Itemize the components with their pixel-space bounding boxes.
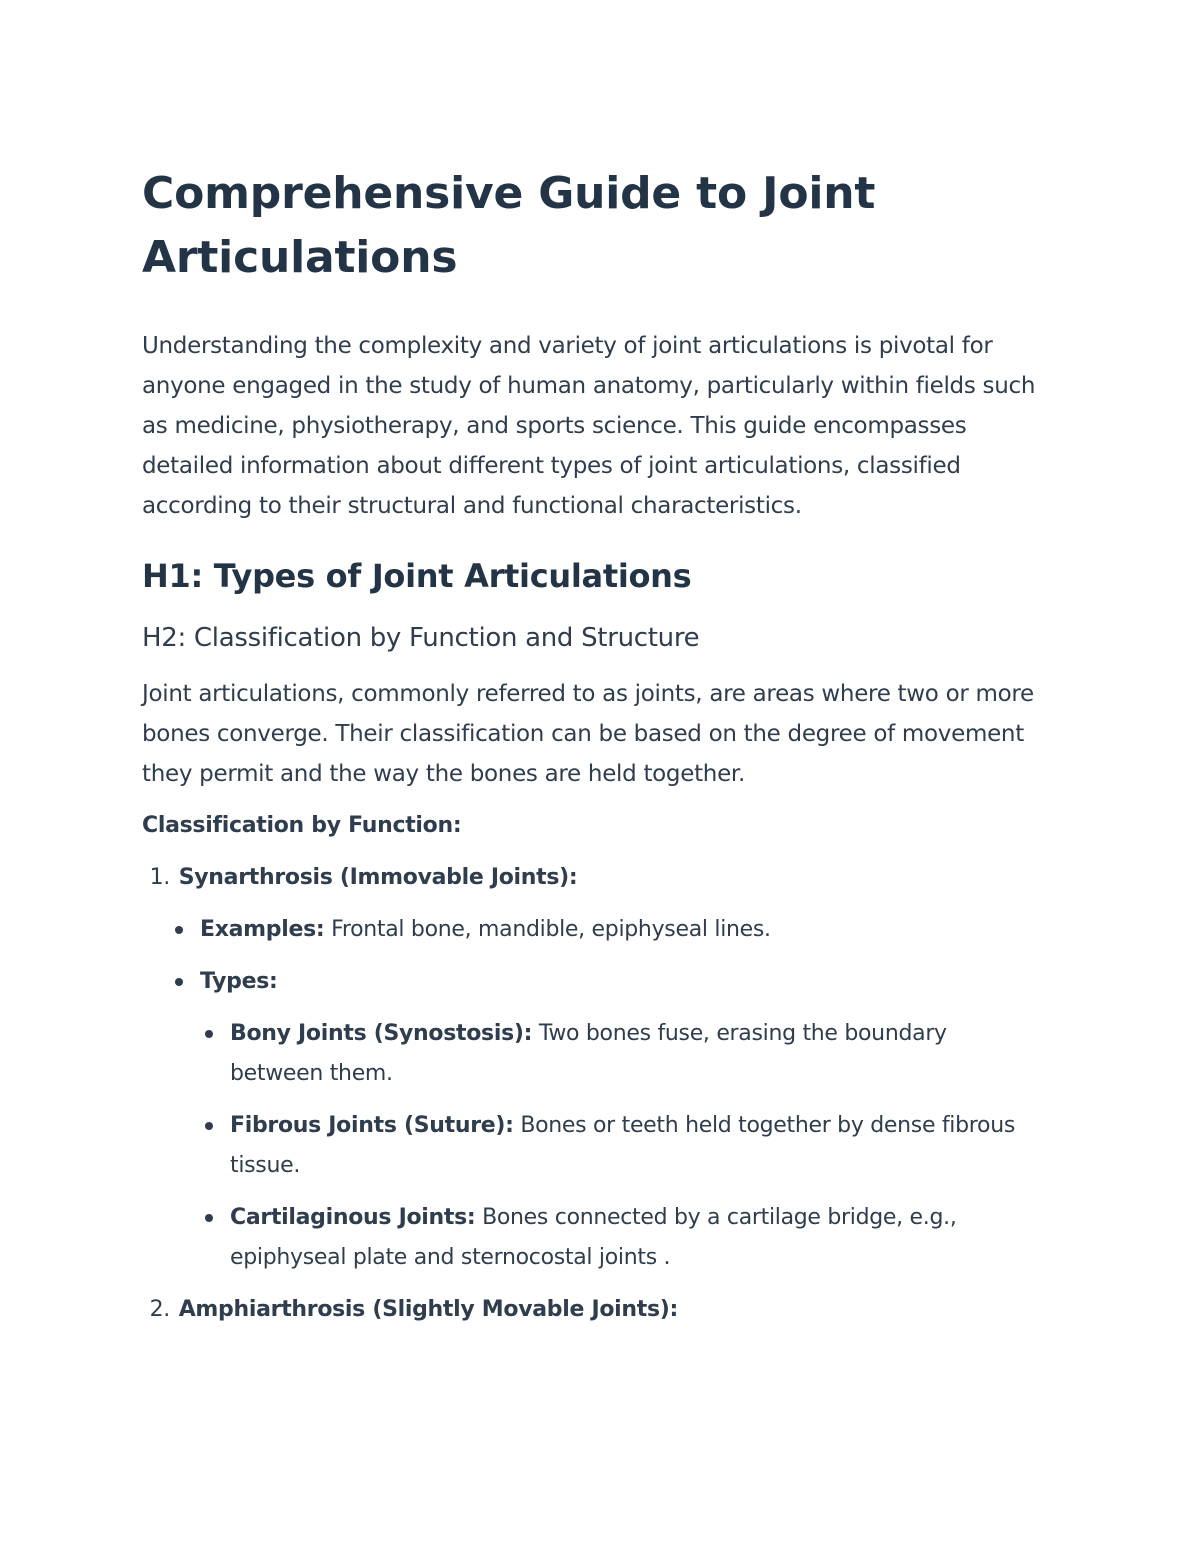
list-item-amphiarthrosis <box>142 1290 1062 1330</box>
classification-by-function-heading: Classification by Function: <box>142 813 462 838</box>
amphiarthrosis-label: Amphiarthrosis (Slightly Movable Joints): <box>178 1297 679 1322</box>
type-label: Bony Joints (Synostosis): <box>230 1021 533 1046</box>
bullet-icon <box>205 1214 213 1222</box>
type-text: Bones connected by a cartilage bridge, e.g., epiphyseal plate and sternocostal joints . <box>230 1205 957 1270</box>
types-sublist <box>200 1014 1062 1278</box>
bullet-icon <box>205 1030 213 1038</box>
bullet-icon <box>175 978 183 986</box>
document-title: Comprehensive Guide to Joint Articulations <box>142 168 876 283</box>
examples-label: Examples: <box>200 917 325 942</box>
type-label: Cartilaginous Joints: <box>230 1205 476 1230</box>
list-number: 1. <box>149 865 170 890</box>
bullet-icon <box>205 1122 213 1130</box>
section-heading-types: H1: Types of Joint Articulations <box>142 557 692 595</box>
list-number: 2. <box>149 1297 170 1322</box>
type-cartilaginous-joints <box>230 1198 1030 1278</box>
types-item <box>200 962 1062 1278</box>
bullet-icon <box>175 926 183 934</box>
type-fibrous-joints <box>230 1106 1030 1186</box>
type-text: Two bones fuse, erasing the boundary between them. <box>230 1021 947 1086</box>
type-bony-joints <box>230 1014 1030 1094</box>
subsection-heading-classification: H2: Classification by Function and Structure <box>142 623 700 653</box>
types-label: Types: <box>200 969 278 994</box>
list-item-synarthrosis <box>142 858 1062 1278</box>
synarthrosis-label: Synarthrosis (Immovable Joints): <box>178 865 578 890</box>
function-classification-list <box>142 858 1062 1330</box>
joint-articulations-paragraph: Joint articulations, commonly referred to as joints, are areas where two or more bones converge. Their classification can be based on the degree of movement they permit and the way the bones are held together. <box>142 681 1034 787</box>
type-label: Fibrous Joints (Suture): <box>230 1113 514 1138</box>
examples-item <box>200 910 1062 950</box>
examples-text: Frontal bone, mandible, epiphyseal lines. <box>324 917 771 942</box>
intro-paragraph: Understanding the complexity and variety of joint articulations is pivotal for anyone engaged in the study of human anatomy, particularly within fields such as medicine, physiotherapy, and sports science. This guide encompasses detailed information about different types of joint articulations, classified according to their structural and functional characteristics. <box>142 333 1036 519</box>
type-text: Bones or teeth held together by dense fibrous tissue. <box>230 1113 1016 1178</box>
document-page <box>142 162 1062 1330</box>
synarthrosis-details-list <box>142 910 1062 1278</box>
